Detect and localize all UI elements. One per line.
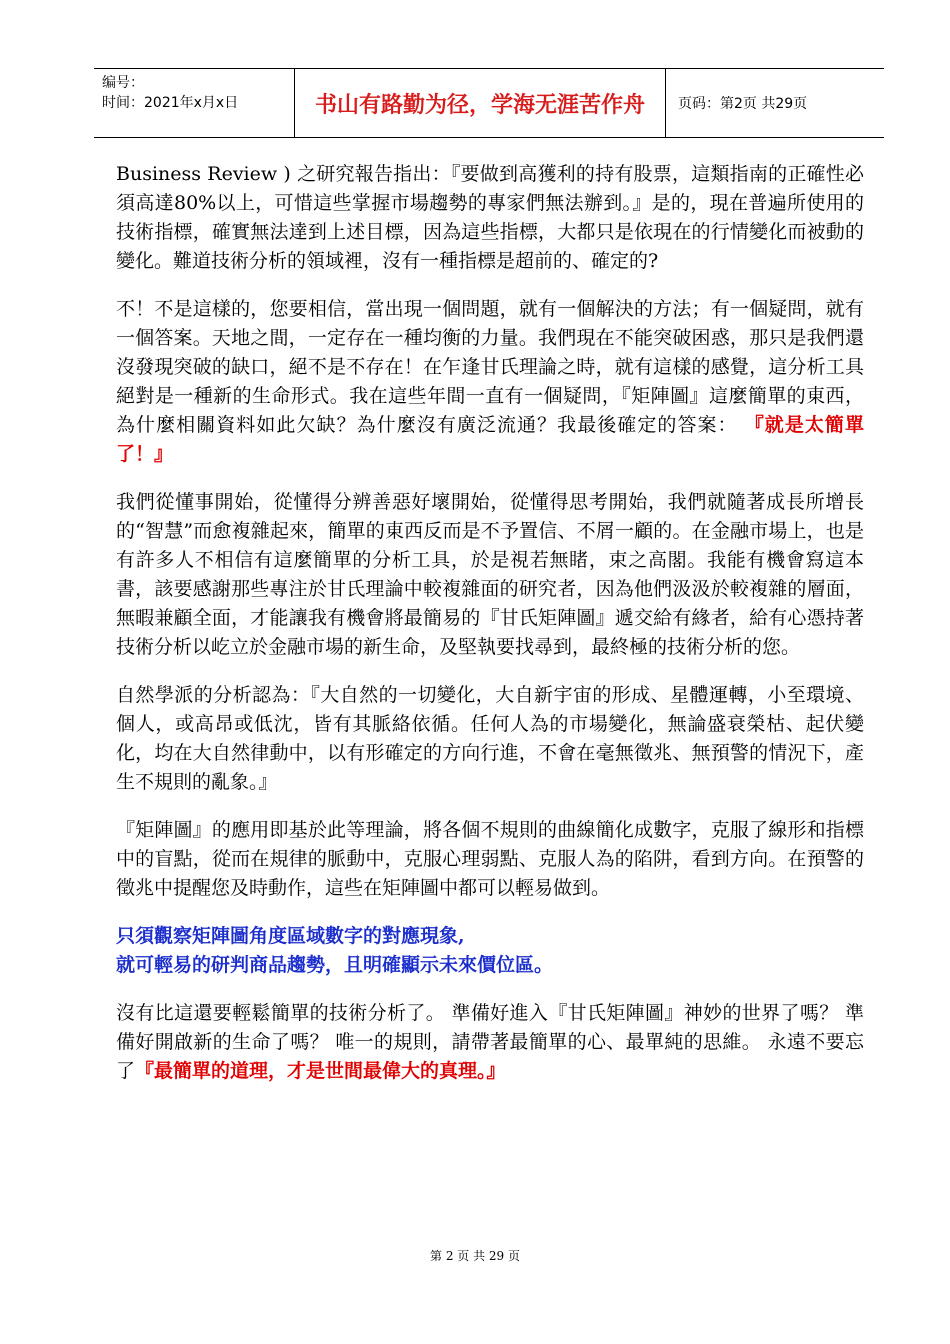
paragraph-3: 我們從懂事開始，從懂得分辨善惡好壞開始，從懂得思考開始，我們就隨著成長所增長的“智慧”而愈複雜起來，簡單的東西反而是不予置信、不屑一顧的。在金融市場上，也是有許多人不相信有這麼簡單的分析工具，於是視若無睹，束之高閣。我能有機會寫這本書，該要感謝那些專注於甘氏理論中較複雜面的研究者，因為他們汲汲於較複雜的層面，無暇兼顧全面，才能讓我有機會將最簡易的『甘氏矩陣圖』遞交給有緣者，給有心憑持著技術分析以屹立於金融市場的新生命，及堅執要找尋到，最終極的技術分析的您。 [116,491,864,658]
paragraph-4: 自然學派的分析認為：『大自然的一切變化，大自新宇宙的形成、星體運轉，小至環境、個人，或高昂或低沈，皆有其脈絡依循。任何人為的市場變化，無論盛衰榮枯、起伏變化，均在大自然律動中，以有形確定的方向行進，不會在毫無徵兆、無預警的情況下，產生不規則的亂象。』 [116,684,864,793]
blue-line-2: 就可輕易的研判商品趨勢，且明確顯示未來價位區。 [116,954,554,976]
paragraph-6 [116,999,864,1086]
paragraph-2-text: 不！不是這樣的，您要相信，當出現一個問題，就有一個解決的方法；有一個疑問，就有一個答案。天地之間，一定存在一種均衡的力量。我們現在不能突破困惑，那只是我們還沒發現突破的缺口，絕不是不存在！在乍逢甘氏理論之時，就有這樣的感覺，這分析工具絕對是一種新的生命形式。我在這些年間一直有一個疑問，『矩陣圖』這麼簡單的東西，為什麼相關資料如此欠缺？為什麼沒有廣泛流通？我最後確定的答案： [116,298,864,436]
paragraph-5: 『矩陣圖』的應用即基於此等理論，將各個不規則的曲線簡化成數字，克服了線形和指標中的盲點，從而在規律的脈動中，克服心理弱點、克服人為的陷阱，看到方向。在預警的徵兆中提醒您及時動作，這些在矩陣圖中都可以輕易做到。 [116,819,864,899]
header-motto: 书山有路勤为径，学海无涯苦作舟 [294,69,666,137]
red-ending-highlight: 『最簡單的道理，才是世間最偉大的真理。』 [135,1060,506,1082]
blue-line-1: 只須觀察矩陣圖角度區域數字的對應現象, [116,925,465,947]
paragraph-1: Business Review ) 之研究報告指出：『要做到高獲利的持有股票，這類指南的正確性必須高達80%以上，可惜這些掌握市場趨勢的專家們無法辦到。』是的，現在普遍所使用的技術指標，確實無法達到上述目標，因為這些指標，大都只是依現在的行情變化而被動的變化。難道技術分析的領域裡，沒有一種指標是超前的、確定的? [116,163,864,272]
header-page-number: 页码：第2页 共29页 [678,96,808,112]
page-footer: 第 2 页 共 29 页 [430,1249,520,1263]
blue-emphasis [116,922,864,980]
doc-date-label: 时间：2021年x月x日 [102,95,239,111]
red-answer-highlight: 『就是太簡單了！』 [116,414,864,465]
header-meta [94,69,294,137]
doc-number-label: 编号： [102,75,144,91]
paragraph-6-text: 沒有比這還要輕鬆簡單的技術分析了。 準備好進入『甘氏矩陣圖』神妙的世界了嗎？ 準備好開啟新的生命了嗎？ 唯一的規則，請帶著最簡單的心、最單純的思維。 永遠不要忘了 [116,1002,864,1082]
paragraph-2 [116,295,864,469]
page-header [94,68,884,138]
document-body [116,160,864,1086]
